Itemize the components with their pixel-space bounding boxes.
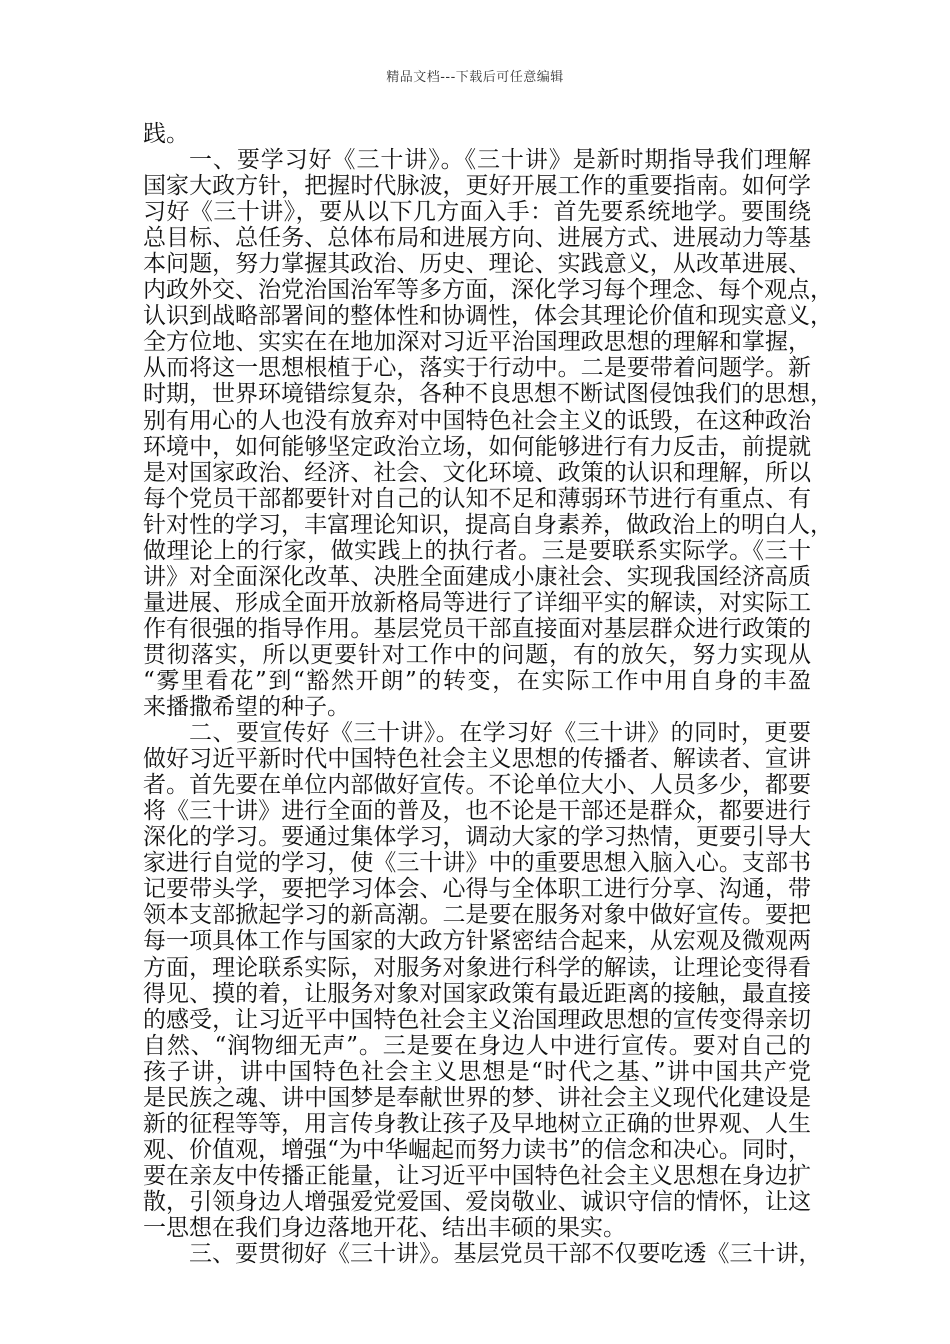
body-line: 方面，理论联系实际，对服务对象进行科学的解读，让理论变得看 — [143, 954, 811, 981]
body-line: 贯彻落实，所以更要针对工作中的问题，有的放矢，努力实现从 — [143, 641, 811, 668]
page-header: 精品文档---下载后可任意编辑 — [386, 70, 564, 85]
body-line: 每一项具体工作与国家的大政方针紧密结合起来，从宏观及微观两 — [143, 928, 811, 955]
body-line: 来播撒希望的种子。 — [143, 694, 350, 721]
body-line: “雾里看花”到“豁然开朗”的转变，在实际工作中用自身的丰盈 — [143, 667, 811, 694]
body-line: 作有很强的指导作用。基层党员干部直接面对基层群众进行政策的 — [143, 615, 811, 642]
body-line: 二、要宣传好《三十讲》。在学习好《三十讲》的同时，更要 — [189, 720, 811, 747]
body-line: 讲》对全面深化改革、决胜全面建成小康社会、实现我国经济高质 — [143, 563, 811, 590]
body-line: 将《三十讲》进行全面的普及，也不论是干部还是群众，都要进行 — [143, 798, 811, 825]
body-line: 散，引领身边人增强爱党爱国、爱岗敬业、诚识守信的情怀，让这 — [143, 1188, 811, 1215]
body-line: 得见、摸的着，让服务对象对国家政策有最近距离的接触，最直接 — [143, 980, 811, 1007]
body-line: 总目标、总任务、总体布局和进展方向、进展方式、进展动力等基 — [143, 225, 811, 252]
body-line: 针对性的学习，丰富理论知识，提高自身素养，做政治上的明白人， — [143, 511, 833, 538]
body-line: 环境中，如何能够坚定政治立场，如何能够进行有力反击，前提就 — [143, 433, 811, 460]
body-line: 内政外交、治党治国治军等多方面，深化学习每个理念、每个观点， — [143, 277, 833, 304]
body-line: 每个党员干部都要针对自己的认知不足和薄弱环节进行有重点、有 — [143, 485, 811, 512]
body-line: 孩子讲，讲中国特色社会主义思想是“时代之基、”讲中国共产党 — [143, 1058, 811, 1085]
body-line: 是对国家政治、经济、社会、文化环境、政策的认识和理解，所以 — [143, 459, 811, 486]
body-line: 践。 — [143, 121, 189, 147]
body-line: 全方位地、实实在在地加深对习近平治国理政思想的理解和掌握， — [143, 329, 811, 356]
body-line: 记要带头学，要把学习体会、心得与全体职工进行分享、沟通，带 — [143, 876, 811, 903]
body-line: 领本支部掀起学习的新高潮。二是要在服务对象中做好宣传。要把 — [143, 902, 811, 929]
body-line: 新的征程等等，用言传身教让孩子及早地树立正确的世界观、人生 — [143, 1110, 811, 1137]
body-line: 习好《三十讲》，要从以下几方面入手：首先要系统地学。要围绕 — [143, 199, 811, 226]
body-line: 要在亲友中传播正能量，让习近平中国特色社会主义思想在身边扩 — [143, 1162, 811, 1189]
body-line: 量进展、形成全面开放新格局等进行了详细平实的解读，对实际工 — [143, 589, 811, 616]
body-line: 本问题，努力掌握其政治、历史、理论、实践意义，从改革进展、 — [143, 251, 811, 278]
body-line: 者。首先要在单位内部做好宣传。不论单位大小、人员多少，都要 — [143, 772, 811, 799]
body-line: 家进行自觉的学习，使《三十讲》中的重要思想入脑入心。支部书 — [143, 850, 811, 877]
body-line: 做理论上的行家，做实践上的执行者。三是要联系实际学。《三十 — [143, 537, 811, 564]
body-line: 从而将这一思想根植于心，落实于行动中。二是要带着问题学。新 — [143, 355, 811, 382]
body-line: 的感受，让习近平中国特色社会主义治国理政思想的宣传变得亲切 — [143, 1006, 811, 1033]
body-line: 深化的学习。要通过集体学习，调动大家的学习热情，更要引导大 — [143, 824, 811, 851]
body-line: 自然、“润物细无声”。三是要在身边人中进行宣传。要对自己的 — [143, 1032, 811, 1059]
body-line: 时期，世界环境错综复杂，各种不良思想不断试图侵蚀我们的思想， — [143, 381, 833, 408]
body-line: 一、要学习好《三十讲》。《三十讲》是新时期指导我们理解 — [189, 147, 811, 174]
body-line: 一思想在我们身边落地开花、结出丰硕的果实。 — [143, 1214, 626, 1241]
body-line: 观、价值观，增强“为中华崛起而努力读书”的信念和决心。同时， — [143, 1136, 811, 1163]
body-line: 国家大政方针，把握时代脉波，更好开展工作的重要指南。如何学 — [143, 173, 811, 200]
document-body — [143, 121, 833, 1268]
body-line: 做好习近平新时代中国特色社会主义思想的传播者、解读者、宣讲 — [143, 746, 811, 773]
body-line: 是民族之魂、讲中国梦是奉献世界的梦、讲社会主义现代化建设是 — [143, 1084, 811, 1111]
body-line: 认识到战略部署间的整体性和协调性，体会其理论价值和现实意义， — [143, 303, 833, 330]
body-line: 别有用心的人也没有放弃对中国特色社会主义的诋毁，在这种政治 — [143, 407, 811, 434]
body-line: 三、要贯彻好《三十讲》。基层党员干部不仅要吃透《三十讲， — [189, 1241, 822, 1268]
